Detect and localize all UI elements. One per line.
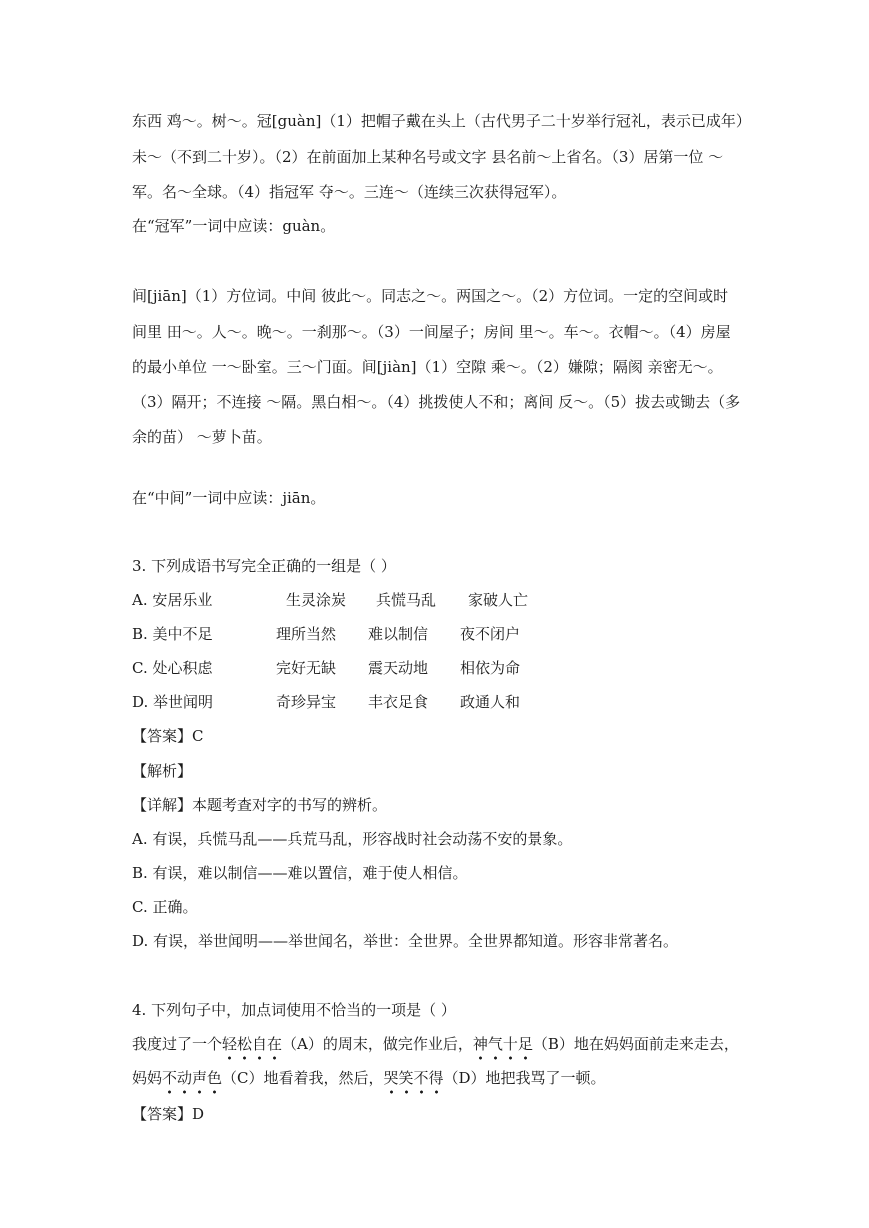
jian-reading: 在“中间”一词中应读：jiān。 (132, 489, 326, 507)
dotted-word-a-text: 轻松自在 (222, 1035, 283, 1053)
guan-definition-line-2: 未～（不到二十岁）。（2）在前面加上某种名号或文字 县名前～上省名。（3）居第一位 ～ (132, 148, 724, 166)
question-4-answer: 【答案】D (132, 1105, 205, 1123)
option-b-word-4: 夜不闭户 (460, 625, 521, 643)
emphasis-dots (222, 1056, 282, 1060)
option-d-word-2: 奇珍异宝 (276, 693, 337, 711)
dotted-word-d-text: 哭笑不得 (383, 1069, 444, 1087)
question-3-analysis-heading: 【解析】 (132, 762, 193, 780)
option-c-word-2: 完好无缺 (276, 659, 337, 677)
dotted-word-a (222, 1034, 282, 1054)
option-a-word-2: 生灵涂炭 (286, 591, 347, 609)
option-a-word-3: 兵慌马乱 (376, 591, 437, 609)
emphasis-dots (473, 1056, 533, 1060)
option-a-word-1: A. 安居乐业 (132, 591, 213, 609)
option-a-word-4: 家破人亡 (468, 591, 529, 609)
question-3-explanation-c: C. 正确。 (132, 898, 198, 916)
option-b-word-2: 理所当然 (276, 625, 337, 643)
option-c-word-4: 相依为命 (460, 659, 521, 677)
question-3-explanation-b: B. 有误，难以制信——难以置信，难于使人相信。 (132, 864, 468, 882)
question-4-stem: 4. 下列句子中，加点词使用不恰当的一项是（ ） (132, 1001, 456, 1019)
jian-definition-line-4: （3）隔开；不连接 ～隔。黑白相～。（4）挑拨使人不和；离间 反～。（5）拔去或锄去（多 (132, 393, 741, 411)
question-4-sentence-line-2 (132, 1068, 606, 1088)
sentence-text: （A）的周末，做完作业后， (282, 1035, 473, 1053)
question-4-sentence-line-1 (132, 1034, 739, 1054)
dotted-word-c (162, 1068, 222, 1088)
option-d-word-1: D. 举世闻明 (132, 693, 214, 711)
jian-definition-line-2: 间里 田～。人～。晚～。一刹那～。（3）一间屋子；房间 里～。车～。衣帽～。（4）房屋 (132, 323, 731, 341)
option-c-word-1: C. 处心积虑 (132, 659, 213, 677)
option-d-word-4: 政通人和 (460, 693, 521, 711)
sentence-text: （C）地看着我，然后， (222, 1069, 384, 1087)
question-3-option-c (132, 658, 552, 678)
jian-definition-line-3: 的最小单位 一～卧室。三～门面。间[jiàn]（1）空隙 乘～。（2）嫌隙；隔阂 亲密无～。 (132, 358, 723, 376)
dotted-word-b (473, 1034, 533, 1054)
jian-definition-line-5: 余的苗） ～萝卜苗。 (132, 428, 272, 446)
question-3-detail: 【详解】本题考查对字的书写的辨析。 (132, 796, 388, 814)
guan-reading: 在“冠军”一词中应读：guàn。 (132, 217, 336, 235)
dotted-word-d (384, 1068, 444, 1088)
option-d-word-3: 丰衣足食 (368, 693, 429, 711)
dotted-word-c-text: 不动声色 (162, 1069, 223, 1087)
option-b-word-3: 难以制信 (368, 625, 429, 643)
option-b-word-1: B. 美中不足 (132, 625, 213, 643)
guan-definition-line-1: 东西 鸡～。树～。冠[guàn]（1）把帽子戴在头上（古代男子二十岁举行冠礼，表示已成年） (132, 112, 751, 130)
option-c-word-3: 震天动地 (368, 659, 429, 677)
question-3-option-d (132, 692, 552, 712)
guan-definition-line-3: 军。名～全球。（4）指冠军 夺～。三连～（连续三次获得冠军）。 (132, 183, 567, 201)
emphasis-dots (384, 1090, 444, 1094)
question-3-explanation-d: D. 有误，举世闻明——举世闻名，举世：全世界。全世界都知道。形容非常著名。 (132, 932, 679, 950)
question-3-option-a (132, 590, 552, 610)
question-3-explanation-a: A. 有误，兵慌马乱——兵荒马乱，形容战时社会动荡不安的景象。 (132, 830, 573, 848)
sentence-text: 妈妈 (132, 1069, 163, 1087)
dotted-word-b-text: 神气十足 (472, 1035, 533, 1053)
question-3-option-b (132, 624, 552, 644)
sentence-text: （D）地把我骂了一顿。 (443, 1069, 606, 1087)
sentence-text: 我度过了一个 (132, 1035, 223, 1053)
question-3-answer: 【答案】C (132, 727, 204, 745)
jian-definition-line-1: 间[jiān]（1）方位词。中间 彼此～。同志之～。两国之～。（2）方位词。一定的空间或时 (132, 287, 729, 305)
sentence-text: （B）地在妈妈面前走来走去， (532, 1035, 739, 1053)
emphasis-dots (162, 1090, 222, 1094)
question-3-stem: 3. 下列成语书写完全正确的一组是（ ） (132, 557, 396, 575)
